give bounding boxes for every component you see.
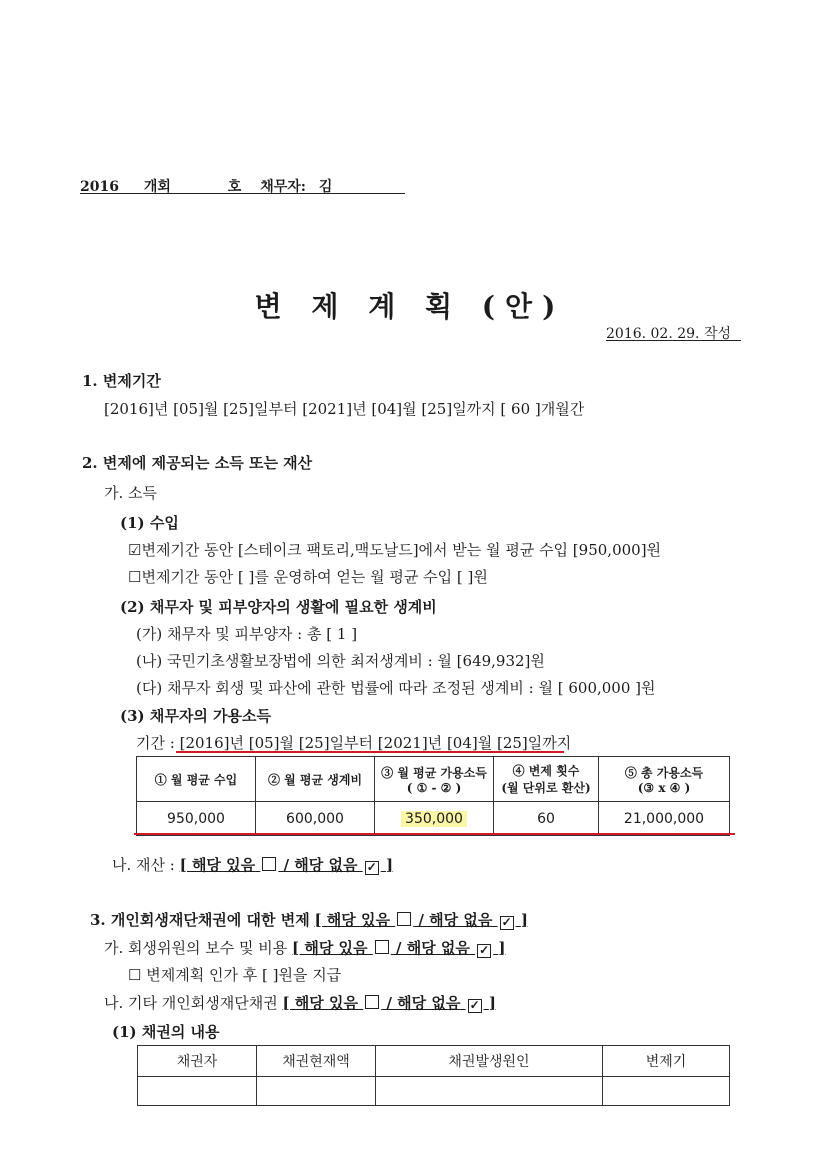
section-3-choice: [ 해당 있음 / 해당 없음 ✓ ] (314, 911, 528, 929)
income-heading: (1) 수입 (120, 514, 179, 532)
cell-repayment-date[interactable] (603, 1077, 730, 1106)
section-3-line (90, 909, 528, 930)
available-income-heading: (3) 채무자의 가용소득 (120, 707, 271, 725)
period-label: 기간 : (136, 734, 175, 752)
section-3-ga-payment (128, 964, 341, 985)
applicable-checkbox[interactable] (262, 857, 276, 871)
living-cost-da: (다) 채무자 회생 및 파산에 관한 법률에 따라 조정된 생계비 : 월 [ 600,000 ]원 (136, 679, 656, 697)
case-number-label: 호 (227, 179, 242, 195)
applicable-checkbox[interactable] (397, 912, 411, 926)
col-total-available: ⑤ 총 가용소득 (③ x ④ ) (599, 757, 730, 802)
unchecked-box-icon: ☐ (128, 966, 142, 984)
income-option-2 (128, 566, 488, 587)
section-1-heading: 1. 변제기간 (82, 372, 161, 390)
not-applicable-checkbox[interactable]: ✓ (479, 943, 490, 957)
col-creditor: 채권자 (138, 1046, 257, 1077)
case-year: 2016 (80, 179, 119, 195)
not-applicable-checkbox[interactable]: ✓ (469, 998, 480, 1012)
table-header-row (137, 757, 730, 802)
section-3-na-choice: [ 해당 있음 / 해당 없음 ✓ ] (282, 994, 496, 1012)
red-underline-table (134, 833, 735, 835)
section-2-ga: 가. 소득 (104, 484, 158, 502)
section-3-na-label: 나. 기타 개인회생재단채권 (104, 994, 278, 1012)
table-header-row (138, 1046, 730, 1077)
section-2-heading: 2. 변제에 제공되는 소득 또는 재산 (82, 454, 313, 472)
case-label: 개회 (143, 179, 171, 195)
section-3-na-line (104, 992, 496, 1013)
table-row (138, 1077, 730, 1106)
value-monthly-living-cost: 600,000 (256, 802, 375, 836)
value-total-available: 21,000,000 (599, 802, 730, 836)
available-income-period (136, 732, 571, 753)
col-repayment-count: ④ 변제 횟수 (월 단위로 환산) (494, 757, 599, 802)
value-monthly-available: 350,000 (375, 802, 494, 836)
col-monthly-available: ③ 월 평균 가용소득 ( ① - ② ) (375, 757, 494, 802)
living-cost-heading: (2) 채무자 및 피부양자의 생활에 필요한 생계비 (120, 598, 437, 616)
col-monthly-income: ① 월 평균 수입 (137, 757, 256, 802)
period-value: [2016]년 [05]월 [25]일부터 [2021]년 [04]월 [25]일까지 (179, 734, 572, 752)
value-monthly-income: 950,000 (137, 802, 256, 836)
section-3-heading: 3. 개인회생재단채권에 대한 변제 (90, 911, 310, 929)
cell-claim-amount[interactable] (257, 1077, 376, 1106)
not-applicable-checkbox[interactable]: ✓ (366, 860, 377, 874)
living-cost-na: (나) 국민기초생활보장법에 의한 최저생계비 : 월 [649,932]원 (136, 652, 545, 670)
income-option-1 (128, 539, 661, 560)
not-applicable-checkbox[interactable]: ✓ (501, 915, 512, 929)
value-repayment-count: 60 (494, 802, 599, 836)
income-option-2-text: 변제기간 동안 [ ]를 운영하여 얻는 월 평균 수입 [ ]원 (141, 568, 488, 586)
header-rule (80, 193, 405, 194)
property-line (112, 854, 393, 875)
cell-claim-cause[interactable] (376, 1077, 603, 1106)
property-choice: [ 해당 있음 / 해당 없음 ✓ ] (179, 856, 394, 874)
property-label: 나. 재산 : (112, 856, 175, 874)
claims-heading: (1) 채권의 내용 (112, 1023, 220, 1041)
income-option-1-text: 변제기간 동안 [스테이크 팩토리,맥도날드]에서 받는 월 평균 수입 [950,000]원 (141, 541, 662, 559)
applicable-checkbox[interactable] (365, 995, 379, 1009)
col-repayment-date: 변제기 (603, 1046, 730, 1077)
checked-box-icon: ☑ (128, 541, 142, 559)
claims-table (137, 1045, 730, 1106)
section-3-ga-line (104, 937, 505, 958)
debtor-name: 김 (318, 179, 333, 195)
cell-creditor[interactable] (138, 1077, 257, 1106)
col-claim-amount: 채권현재액 (257, 1046, 376, 1077)
unchecked-box-icon: ☐ (128, 568, 142, 586)
document-date: 2016. 02. 29. 작성 (606, 326, 732, 342)
col-monthly-living-cost: ② 월 평균 생계비 (256, 757, 375, 802)
red-underline-period (176, 751, 564, 753)
debtor-label: 채무자: (260, 179, 306, 195)
table-row (137, 802, 730, 836)
available-income-table (136, 756, 730, 836)
applicable-checkbox[interactable] (375, 940, 389, 954)
payment-text: 변제계획 인가 후 [ ]원을 지급 (146, 966, 342, 984)
section-1-period: [2016]년 [05]월 [25]일부터 [2021]년 [04]월 [25]일까지 [ 60 ]개월간 (104, 400, 585, 418)
section-3-ga-label: 가. 회생위원의 보수 및 비용 (104, 939, 288, 957)
date-rule (606, 340, 741, 341)
section-3-ga-choice: [ 해당 있음 / 해당 없음 ✓ ] (292, 939, 506, 957)
living-cost-ga: (가) 채무자 및 피부양자 : 총 [ 1 ] (136, 625, 358, 643)
document-title: 변 제 계 획 (안) (254, 290, 566, 323)
col-claim-cause: 채권발생원인 (376, 1046, 603, 1077)
